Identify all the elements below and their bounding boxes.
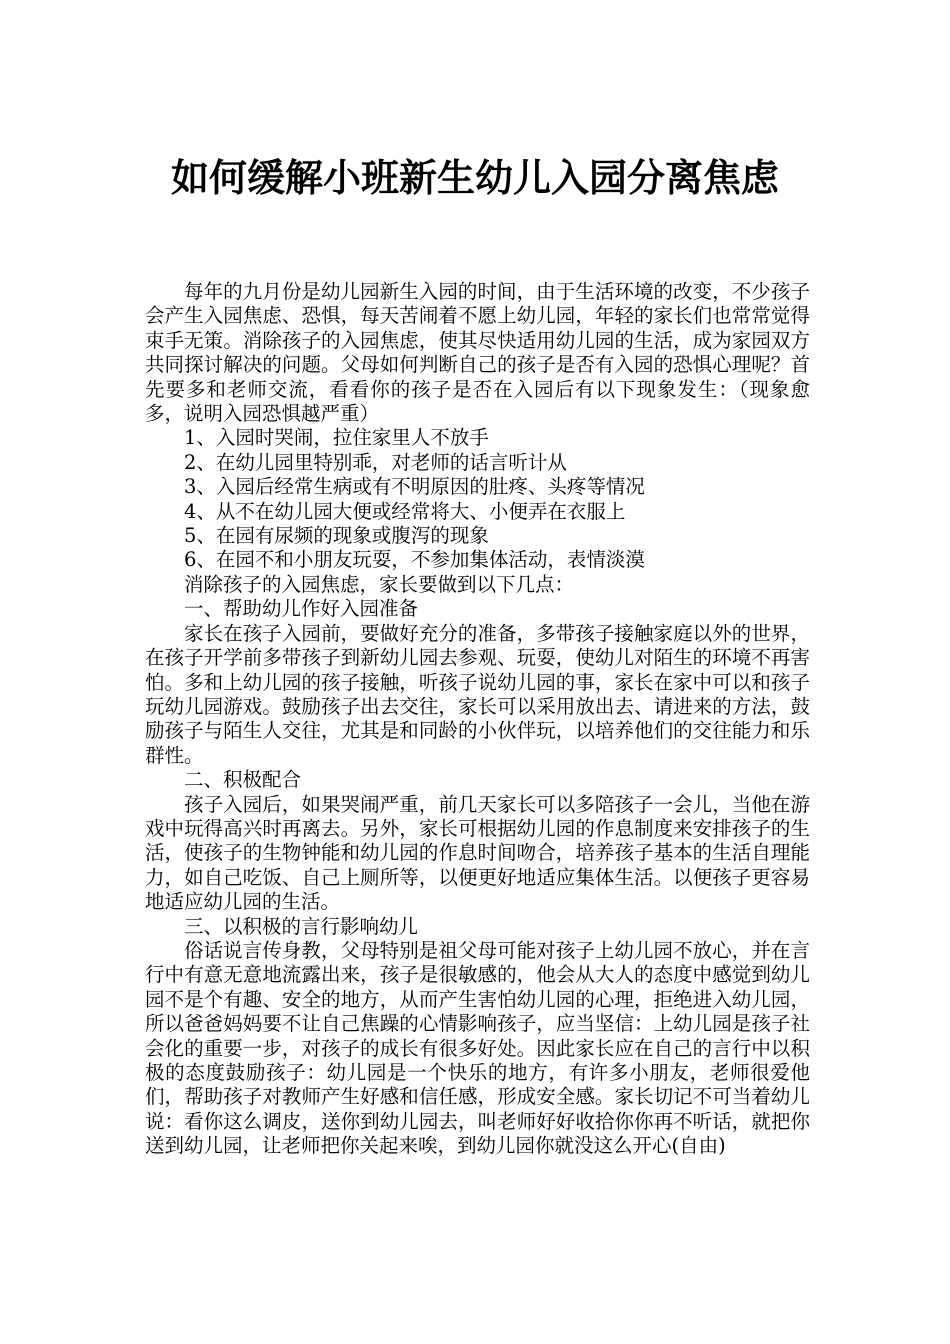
paragraph-section-3: 俗话说言传身教，父母特别是祖父母可能对孩子上幼儿园不放心，并在言行中有意无意地流露出来，孩子是很敏感的，他会从大人的态度中感觉到幼儿园不是个有趣、安全的地方，从而产生害怕幼儿园的心理，拒绝进入幼儿园，所以爸爸妈妈要不让自己焦躁的心情影响孩子，应当坚信：上幼儿园是孩子社会化的重要一步，对孩子的成长有很多好处。因此家长应在自己的言行中以积极的态度鼓励孩子：幼儿园是一个快乐的地方，有许多小朋友，老师很爱他们，帮助孩子对教师产生好感和信任感，形成安全感。家长切记不可当着幼儿说：看你这么调皮，送你到幼儿园去，叫老师好好收拾你你再不听话，就把你送到幼儿园，让老师把你关起来唉，到幼儿园你就没这么开心(自由) <box>145 938 810 1158</box>
list-item-1: 1、入园时哭闹，拉住家里人不放手 <box>184 426 489 450</box>
list-item-4: 4、从不在幼儿园大便或经常将大、小便弄在衣服上 <box>184 499 626 523</box>
list-item-6: 6、在园不和小朋友玩耍，不参加集体活动，表情淡漠 <box>184 548 645 572</box>
list-item-2: 2、在幼儿园里特别乖，对老师的话言听计从 <box>184 450 567 474</box>
paragraph-section-2: 孩子入园后，如果哭闹严重，前几天家长可以多陪孩子一会儿，当他在游戏中玩得高兴时再离去。另外，家长可根据幼儿园的作息制度来安排孩子的生活，使孩子的生物钟能和幼儿园的作息时间吻合，培养孩子基本的生活自理能力，如自己吃饭、自己上厕所等，以便更好地适应集体生活。以便孩子更容易地适应幼儿园的生活。 <box>145 792 810 914</box>
paragraph-transition: 消除孩子的入园焦虑，家长要做到以下几点： <box>184 572 575 596</box>
document-body <box>145 280 810 1159</box>
document-title: 如何缓解小班新生幼儿入园分离焦虑 <box>170 155 779 200</box>
list-item-5: 5、在园有尿频的现象或腹泻的现象 <box>184 524 489 548</box>
section-heading-3: 三、以积极的言行影响幼儿 <box>184 914 419 938</box>
section-heading-2: 二、积极配合 <box>184 768 302 792</box>
list-item-3: 3、入园后经常生病或有不明原因的肚疼、头疼等情况 <box>184 475 645 499</box>
section-heading-1: 一、帮助幼儿作好入园准备 <box>184 597 419 621</box>
paragraph-section-1: 家长在孩子入园前，要做好充分的准备，多带孩子接触家庭以外的世界，在孩子开学前多带孩子到新幼儿园去参观、玩耍，使幼儿对陌生的环境不再害怕。多和上幼儿园的孩子接触，听孩子说幼儿园的事，家长在家中可以和孩子玩幼儿园游戏。鼓励孩子出去交往，家长可以采用放出去、请进来的方法，鼓励孩子与陌生人交往，尤其是和同龄的小伙伴玩，以培养他们的交往能力和乐群性。 <box>145 621 810 767</box>
paragraph-intro: 每年的九月份是幼儿园新生入园的时间，由于生活环境的改变，不少孩子会产生入园焦虑、恐惧，每天苦闹着不愿上幼儿园，年轻的家长们也常常觉得束手无策。消除孩子的入园焦虑，使其尽快适用幼儿园的生活，成为家园双方共同探讨解决的问题。父母如何判断自己的孩子是否有入园的恐惧心理呢？首先要多和老师交流，看看你的孩子是否在入园后有以下现象发生：（现象愈多，说明入园恐惧越严重） <box>145 280 810 426</box>
